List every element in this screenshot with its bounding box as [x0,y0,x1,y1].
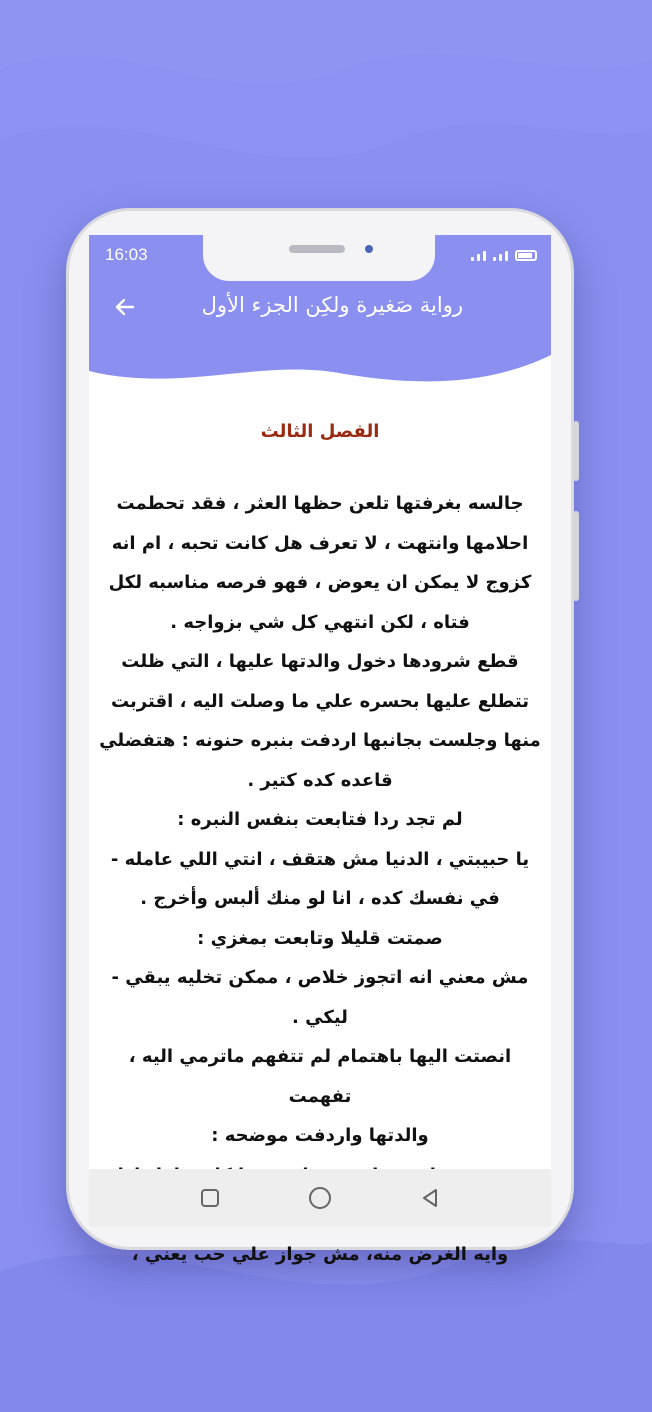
power-button [573,511,579,601]
status-time: 16:03 [105,245,148,264]
camera [365,245,373,253]
app-bar [89,235,551,387]
status-icons [467,247,537,261]
arrow-left-icon [113,295,137,319]
recents-button[interactable] [196,1184,224,1212]
signal-bar-icon [483,251,486,261]
back-button[interactable] [107,289,143,325]
chapter-body-text: جالسه بغرفتها تلعن حظها العثر ، فقد تحطمت احلامها وانتهت ، لا تعرف هل كانت تحبه ، ام انه كزوج لا يمكن ان يعوض ، فهو فرصه مناسبه لكل فتاه ، لكن انتهي كل شي بزواجه . قطع شرودها دخول والدتها عليها ، التي ظلت تتطلع عليها بحسره علي ما وصلت اليه ، اقتربت منها وجلست بجانبها اردفت بنبره حنونه : هتفضلي قاعده كده كتير . لم تجد ردا فتابعت بنفس النبره : يا حبيبتي ، الدنيا مش هتقف ، انتي اللي عامله - في نفسك كده ، انا لو منك ألبس وأخرج . صمتت قليلا وتابعت بمغزي : مش معني انه اتجوز خلاص ، ممكن تخليه يبقي - ليكي . انصتت اليها باهتمام لم تتفهم ماترمي اليه ، تفهمت والدتها واردفت موضحه : وايه الغرض منه، مش جواز علي حب يعني ، [99,493,541,1265]
signal-bar-icon [499,254,502,261]
nav-back-button[interactable] [416,1184,444,1212]
chapter-title: الفصل الثالث [260,421,380,442]
volume-button [573,421,579,481]
circle-icon [307,1185,333,1211]
signal-bar-icon [493,257,496,261]
phone-notch [203,235,435,281]
chapter-content[interactable] [89,413,551,1265]
battery-icon [515,250,537,261]
app-title: رواية صَغيرة ولكِن الجزء الأول [201,293,463,317]
screen [89,235,551,1265]
signal-bar-icon [505,251,508,261]
system-nav-bar [89,1169,551,1227]
phone-frame [66,208,574,1265]
app-bar-wave [89,345,551,405]
signal-bar-icon [477,254,480,261]
home-button[interactable] [306,1184,334,1212]
triangle-back-icon [419,1187,441,1209]
signal-bar-icon [471,257,474,261]
square-icon [199,1187,221,1209]
speaker [289,245,345,253]
